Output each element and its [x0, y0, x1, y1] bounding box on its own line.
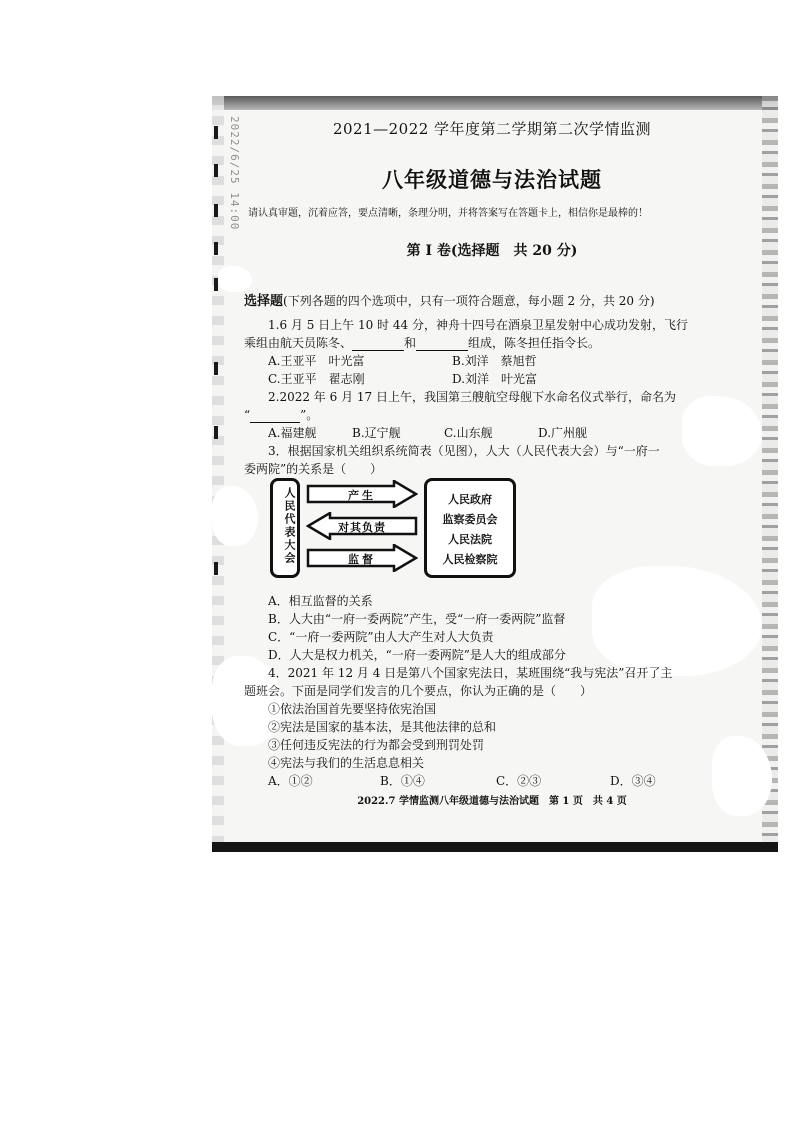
choice-section-intro: (下列各题的四个选项中，只有一项符合题意，每小题 2 分，共 20 分) — [283, 294, 655, 308]
exam-subject-title: 八年级道德与法治试题 — [382, 167, 602, 192]
q3-text-line1: 3．根据国家机关组织系统简表（见图），人大（人民代表大会）与“一府一 — [268, 444, 660, 458]
q3-option-d: D．人大是权力机关，“一府一委两院”是人大的组成部分 — [268, 648, 566, 662]
diagram-organ-court: 人民法院 — [448, 533, 492, 546]
q2-option-b: B.辽宁舰 — [352, 426, 401, 440]
q1-text-a: 乘组由航天员陈冬、 — [244, 336, 353, 350]
q1-blank-1 — [352, 336, 404, 351]
q4-text-line1: 4．2021 年 12 月 4 日是第八个国家宪法日，某班围绕“我与宪法”召开了主 — [268, 666, 673, 680]
q2-option-d: D.广州舰 — [538, 426, 588, 440]
q3-option-c: C．“一府一委两院”由人大产生对人大负责 — [268, 630, 494, 644]
q2-text-line1: 2.2022 年 6 月 17 日上午，我国第三艘航空母舰下水命名仪式举行，命名为 — [268, 390, 676, 404]
diagram-npc-label: 人民代表大会 — [283, 487, 296, 565]
q1-blank-2 — [416, 336, 468, 351]
q1-text-b: 和 — [404, 336, 417, 350]
q2-option-c: C.山东舰 — [444, 426, 493, 440]
diagram-arrow-accountable — [306, 512, 418, 540]
diagram-arrow-supervise-label: 监督 — [348, 553, 376, 566]
q4-option-d: D．③④ — [610, 774, 656, 788]
choice-section-lead: 选择题 — [244, 294, 284, 309]
choice-section-header — [244, 290, 655, 309]
q4-text-line2: 题班会。下面是同学们发言的几个要点，你认为正确的是（ ） — [244, 684, 593, 698]
q1-text-line2 — [244, 334, 600, 351]
q3-text-line2: 委两院”的关系是（ ） — [244, 462, 383, 476]
q1-option-b: B.刘洋 蔡旭哲 — [452, 354, 537, 368]
diagram-arrow-supervise — [306, 544, 418, 572]
exam-content — [212, 96, 778, 852]
scan-bottom-band — [212, 842, 778, 852]
q3-option-b: B．人大由“一府一委两院”产生，受“一府一委两院”监督 — [268, 612, 566, 626]
q2-text-a: “ — [244, 408, 251, 422]
diagram-organ-supervision: 监察委员会 — [442, 513, 498, 526]
q1-option-a: A.王亚平 叶光富 — [268, 354, 365, 368]
diagram-arrow-produce — [306, 480, 418, 508]
q4-option-a: A．①② — [268, 774, 313, 788]
page-footer: 2022.7 学情监测八年级道德与法治试题 第 1 页 共 4 页 — [357, 796, 627, 807]
scanned-page — [212, 96, 778, 852]
q2-text-line2 — [244, 406, 318, 423]
q4-point-2: ②宪法是国家的基本法，是其他法律的总和 — [268, 720, 497, 734]
diagram-arrow-accountable-label: 对其负责 — [338, 521, 386, 534]
section-title: 第 Ⅰ 卷(选择题 共 20 分) — [406, 243, 578, 259]
q1-text-c: 组成，陈冬担任指令长。 — [468, 336, 601, 350]
diagram-organ-government: 人民政府 — [448, 493, 492, 506]
q2-option-a: A.福建舰 — [268, 426, 317, 440]
q1-option-c: C.王亚平 翟志刚 — [268, 372, 365, 386]
q2-text-b: ”。 — [300, 408, 319, 422]
q4-point-3: ③任何违反宪法的行为都会受到刑罚处罚 — [268, 738, 485, 752]
exam-term-title: 2021—2022 学年度第二学期第二次学情监测 — [332, 120, 652, 138]
exam-instructions: 请认真审题，沉着应答，要点清晰，条理分明，并将答案写在答题卡上，相信你是最棒的！ — [248, 208, 648, 219]
q4-option-b: B．①④ — [380, 774, 425, 788]
q1-option-d: D.刘洋 叶光富 — [452, 372, 538, 386]
scan-timestamp: 2022/6/25 14:00 — [228, 116, 241, 231]
diagram-organ-procuratorate: 人民检察院 — [442, 553, 498, 566]
diagram-arrow-produce-label: 产生 — [348, 489, 376, 502]
diagram-organs-box — [424, 478, 516, 578]
state-organ-diagram — [264, 474, 524, 584]
diagram-npc-box — [270, 478, 300, 578]
q4-point-4: ④宪法与我们的生活息息相关 — [268, 756, 425, 770]
q4-point-1: ①依法治国首先要坚持依宪治国 — [268, 702, 437, 716]
q4-option-c: C．②③ — [496, 774, 542, 788]
q2-blank — [250, 408, 300, 423]
q1-text-line1: 1.6 月 5 日上午 10 时 44 分，神舟十四号在酒泉卫星发射中心成功发射，飞行 — [268, 318, 688, 332]
q3-option-a: A．相互监督的关系 — [268, 594, 373, 608]
